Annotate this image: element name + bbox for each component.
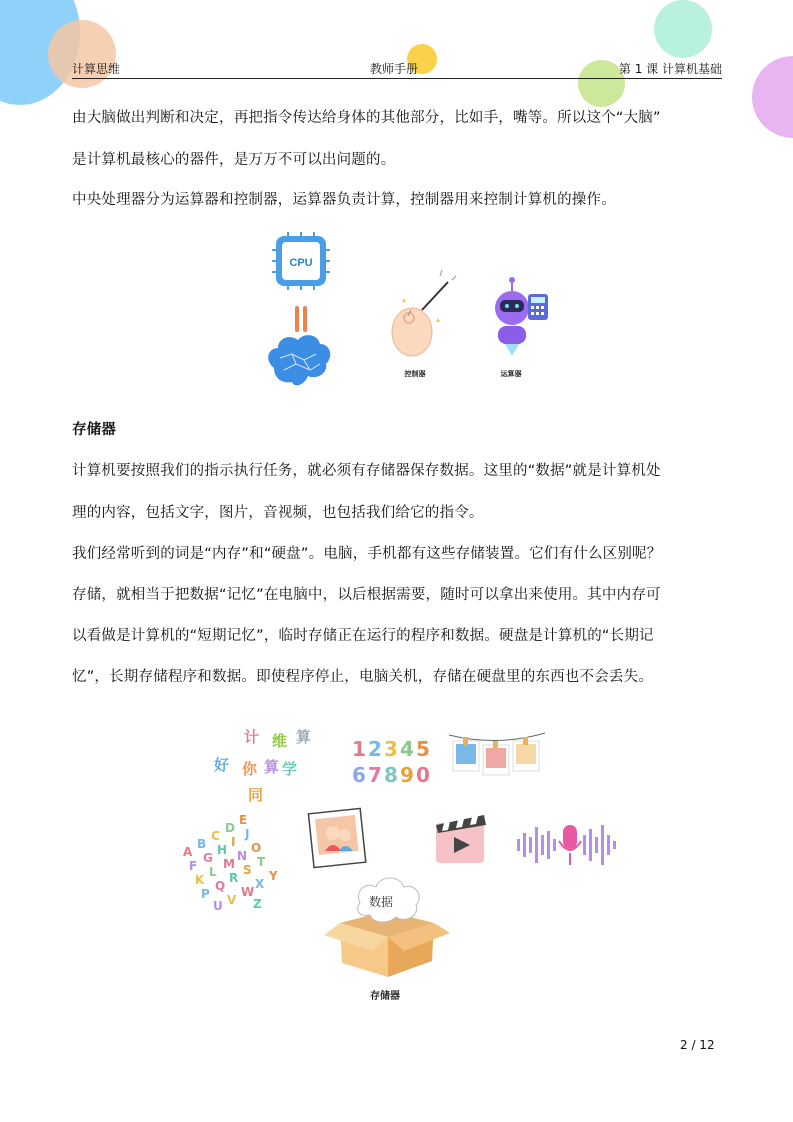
header-right: 第 1 课 计算机基础 bbox=[618, 62, 722, 76]
page-header bbox=[72, 58, 722, 79]
paragraph-line: 我们经常听到的词是“内存”和“硬盘”。电脑，手机都有这些存储装置。它们有什么区别呢？ bbox=[72, 546, 662, 562]
word: 学 bbox=[282, 760, 298, 778]
decor-circle-purple bbox=[752, 56, 793, 138]
section-heading: 存储器 bbox=[72, 422, 117, 438]
letter: B bbox=[197, 837, 207, 851]
letter: X bbox=[255, 877, 265, 891]
header-center: 教师手册 bbox=[370, 62, 419, 76]
number: 6 bbox=[352, 763, 366, 787]
letter: Q bbox=[215, 879, 226, 893]
letter: D bbox=[225, 821, 235, 835]
letter: C bbox=[211, 829, 220, 843]
letter: H bbox=[217, 843, 228, 857]
number: 0 bbox=[416, 763, 430, 787]
number-cloud bbox=[350, 735, 440, 795]
number: 4 bbox=[400, 737, 414, 761]
letter: A bbox=[183, 845, 193, 859]
letter: W bbox=[241, 885, 255, 899]
word: 维 bbox=[272, 732, 288, 750]
word: 好 bbox=[214, 756, 230, 774]
paragraph-line: 是计算机最核心的器件，是万万不可以出问题的。 bbox=[72, 152, 396, 168]
paragraph-line: 由大脑做出判断和决定，再把指令传达给身体的其他部分，比如手，嘴等。所以这个“大脑” bbox=[72, 110, 661, 126]
paragraph-line: 以看做是计算机的“短期记忆”，临时存储正在运行的程序和数据。硬盘是计算机的“长期记 bbox=[72, 628, 654, 644]
equals-icon bbox=[295, 306, 307, 332]
letter: N bbox=[237, 849, 248, 863]
storage-figure bbox=[175, 715, 635, 1005]
letter: E bbox=[239, 813, 248, 827]
storage-box-icon bbox=[320, 873, 455, 978]
number: 5 bbox=[416, 737, 430, 761]
paragraph-line: 存储，就相当于把数据“记忆”在电脑中，以后根据需要，随时可以拿出来使用。其中内存可 bbox=[72, 587, 661, 603]
paragraph-line: 理的内容，包括文字，图片，音视频，也包括我们给它的指令。 bbox=[72, 505, 484, 521]
word: 同 bbox=[248, 786, 264, 804]
number: 1 bbox=[352, 737, 366, 761]
number: 7 bbox=[368, 763, 382, 787]
letter: M bbox=[223, 857, 235, 871]
word-cloud bbox=[210, 720, 330, 810]
letter-cloud bbox=[175, 805, 295, 913]
cpu-chip-label: CPU bbox=[289, 257, 313, 269]
letter: R bbox=[229, 871, 239, 885]
letter: T bbox=[257, 855, 266, 869]
number: 8 bbox=[384, 763, 398, 787]
paragraph-line: 忆”，长期存储程序和数据。即使程序停止，电脑关机，存储在硬盘里的东西也不会丢失。 bbox=[72, 669, 654, 685]
brain-icon bbox=[268, 335, 330, 385]
letter: G bbox=[203, 851, 213, 865]
letter: L bbox=[209, 865, 217, 879]
decor-circle-mint bbox=[654, 0, 712, 58]
box-caption: 存储器 bbox=[370, 991, 400, 1002]
alu-caption: 运算器 bbox=[500, 370, 522, 378]
word: 算 bbox=[264, 758, 280, 776]
letter: S bbox=[243, 863, 252, 877]
paragraph-line: 中央处理器分为运算器和控制器，运算器负责计算，控制器用来控制计算机的操作。 bbox=[72, 192, 616, 208]
controller-caption: 控制器 bbox=[404, 370, 426, 378]
word: 算 bbox=[296, 728, 312, 746]
number: 9 bbox=[400, 763, 414, 787]
letter: F bbox=[189, 859, 198, 873]
letter: U bbox=[213, 899, 223, 913]
video-icon bbox=[430, 811, 490, 871]
photo-string-icon bbox=[447, 725, 547, 795]
paragraph-line: 计算机要按照我们的指示执行任务，就必须有存储器保存数据。这里的“数据”就是计算机处 bbox=[72, 463, 661, 479]
letter: Z bbox=[253, 897, 262, 911]
letter: I bbox=[231, 835, 236, 849]
letter: Y bbox=[269, 869, 278, 883]
word: 计 bbox=[244, 728, 260, 746]
controller-hand-icon bbox=[392, 270, 456, 356]
word: 你 bbox=[242, 760, 258, 778]
letter: J bbox=[245, 827, 250, 841]
cloud-label: 数据 bbox=[369, 895, 394, 909]
photo-icon bbox=[307, 807, 367, 869]
audio-wave-icon bbox=[515, 815, 625, 875]
number: 3 bbox=[384, 737, 398, 761]
letter: K bbox=[195, 873, 205, 887]
page-number: 2 / 12 bbox=[680, 1038, 715, 1052]
cpu-figure bbox=[260, 230, 560, 390]
letter: P bbox=[201, 887, 210, 901]
letter: V bbox=[227, 893, 237, 907]
calculator-robot-icon bbox=[495, 277, 548, 356]
letter: O bbox=[251, 841, 262, 855]
header-left: 计算思维 bbox=[72, 62, 121, 76]
number: 2 bbox=[368, 737, 382, 761]
